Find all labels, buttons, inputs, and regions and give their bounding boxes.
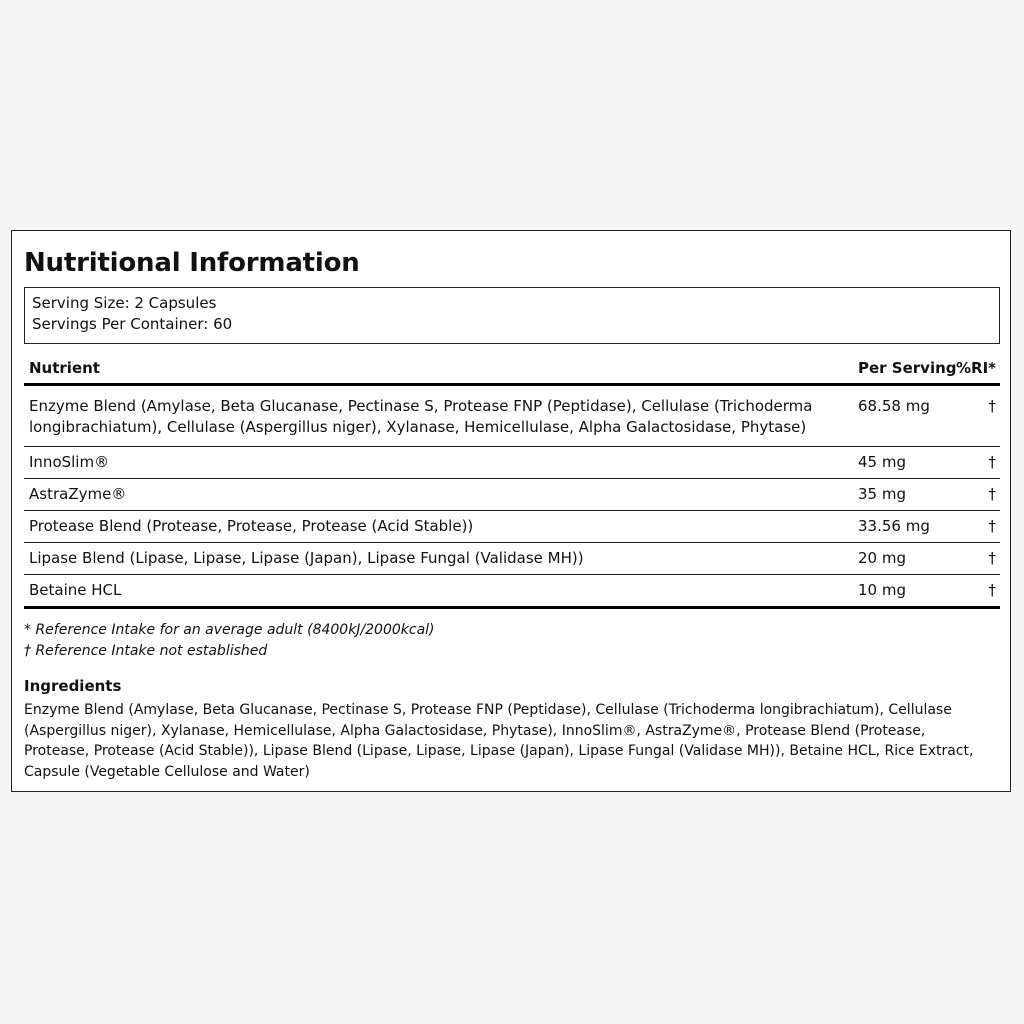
nutrition-panel — [11, 230, 1011, 792]
nutrient-amount: 33.56 mg — [858, 517, 930, 535]
table-row — [24, 447, 1000, 479]
nutrient-amount: 20 mg — [858, 549, 906, 567]
table-row — [24, 386, 1000, 447]
nutrient-name: Enzyme Blend (Amylase, Beta Glucanase, Pectinase S, Protease FNP (Peptidase), Cellulase (Trichoderma longibrachiatum), Cellulase (Aspergillus niger), Xylanase, Hemicellulase, Alpha Galactosidase, Phytase) — [29, 397, 813, 436]
ingredients-heading: Ingredients — [24, 677, 122, 695]
nutrient-amount: 45 mg — [858, 453, 906, 471]
serving-info-box — [24, 287, 1000, 344]
footnote-reference-intake: * Reference Intake for an average adult (8400kJ/2000kcal) — [24, 622, 435, 638]
serving-size: Serving Size: 2 Capsules — [32, 294, 217, 312]
footnotes — [24, 620, 435, 662]
table-row — [24, 511, 1000, 543]
table-row — [24, 479, 1000, 511]
nutrient-name: AstraZyme® — [29, 485, 127, 503]
nutrient-table — [24, 355, 1000, 609]
nutrient-ri: † — [988, 581, 996, 599]
nutrient-ri: † — [988, 397, 996, 415]
table-row — [24, 575, 1000, 609]
table-row — [24, 543, 1000, 575]
nutrient-ri: † — [988, 549, 996, 567]
nutrient-amount: 10 mg — [858, 581, 906, 599]
footnote-not-established: † Reference Intake not established — [24, 643, 268, 659]
header-nutrient: Nutrient — [29, 359, 100, 377]
table-header — [24, 355, 1000, 386]
nutrient-ri: † — [988, 517, 996, 535]
nutrient-name: Betaine HCL — [29, 581, 122, 599]
nutrient-amount: 35 mg — [858, 485, 906, 503]
servings-per-container: Servings Per Container: 60 — [32, 315, 233, 333]
nutrient-name: InnoSlim® — [29, 453, 110, 471]
panel-title: Nutritional Information — [24, 248, 360, 278]
nutrient-amount: 68.58 mg — [858, 397, 930, 415]
nutrient-name: Protease Blend (Protease, Protease, Protease (Acid Stable)) — [29, 517, 474, 535]
header-per-serving: Per Serving — [858, 359, 957, 377]
header-ri: %RI* — [955, 359, 996, 377]
ingredients-text: Enzyme Blend (Amylase, Beta Glucanase, Pectinase S, Protease FNP (Peptidase), Cellulase (Trichoderma longibrachiatum), Cellulase (Aspergillus niger), Xylanase, Hemicellulase, Alpha Galactosidase, Phytase), InnoSlim®, AstraZyme®, Protease Blend (Protease, Protease, Protease (Acid Stable)), Lipase Blend (Lipase, Lipase, Lipase (Japan), Lipase Fungal (Validase MH)), Betaine HCL, Rice Extract, Capsule (Vegetable Cellulose and Water) — [24, 702, 974, 780]
nutrient-ri: † — [988, 453, 996, 471]
nutrient-name: Lipase Blend (Lipase, Lipase, Lipase (Japan), Lipase Fungal (Validase MH)) — [29, 549, 584, 567]
nutrient-ri: † — [988, 485, 996, 503]
